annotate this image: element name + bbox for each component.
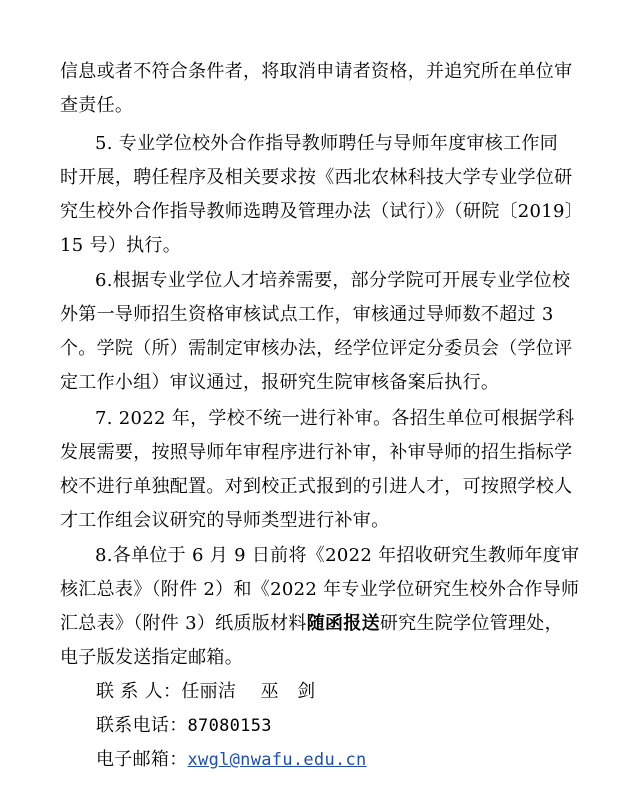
text-line: 校不进行单独配置。对到校正式报到的引进人才，可按照学校人 [60,476,573,497]
paragraph-8-line: 8.各单位于 6 月 9 日前将《2022 年招收研究生教师年度审 [95,545,580,566]
contact-phone-value: 87080153 [187,716,272,736]
text-line: 电子版发送指定邮箱。 [60,647,243,668]
contact-email [96,743,580,777]
text-segment: 研究生院学位管理处， [379,613,563,634]
paragraph-7-line: 7. 2022 年，学校不统一进行补审。各招生单位可根据学科 [95,408,575,429]
contact-phone-label: 联系电话： [96,715,188,736]
contact-phone [96,709,580,743]
text-line: 时开展，聘任程序及相关要求按《西北农林科技大学专业学位研 [60,167,573,188]
contact-email-label: 电子邮箱： [96,749,188,770]
contact-person-label: 联 系 人： [96,681,182,702]
emphasis-text: 随函报送 [306,613,380,634]
text-line: 15 号）执行。 [60,235,182,256]
text-line: 查责任。 [60,95,134,116]
email-link[interactable]: xwgl@nwafu.edu.cn [187,750,367,770]
text-line: 核汇总表》（附件 2）和《2022 年专业学位研究生校外合作导师 [60,579,580,600]
text-line: 发展需要，按照导师年审程序进行补审，补审导师的招生指标学 [60,442,573,463]
text-segment: 汇总表》（附件 3）纸质版材料 [60,613,307,634]
text-line: 才工作组会议研究的导师类型进行补审。 [60,510,390,531]
text-line: 外第一导师招生资格审核试点工作，审核通过导师数不超过 3 [60,304,554,325]
paragraph-6-line: 6.根据专业学位人才培养需要，部分学院可开展专业学位校 [95,270,571,291]
text-line-with-emphasis [60,607,580,641]
contact-person-value: 任丽洁 巫 剑 [181,681,316,702]
text-line: 究生校外合作指导教师选聘及管理办法（试行）》（研院〔2019〕 [60,201,584,222]
text-line: 个。学院（所）需制定审核办法，经学位评定分委员会（学位评 [60,338,573,359]
paragraph-5-line: 5. 专业学位校外合作指导教师聘任与导师年度审核工作同 [95,133,558,154]
text-line: 定工作小组）审议通过，报研究生院审核备案后执行。 [60,372,500,393]
contact-person [96,675,580,709]
text-line: 信息或者不符合条件者，将取消申请者资格，并追究所在单位审 [60,61,573,82]
